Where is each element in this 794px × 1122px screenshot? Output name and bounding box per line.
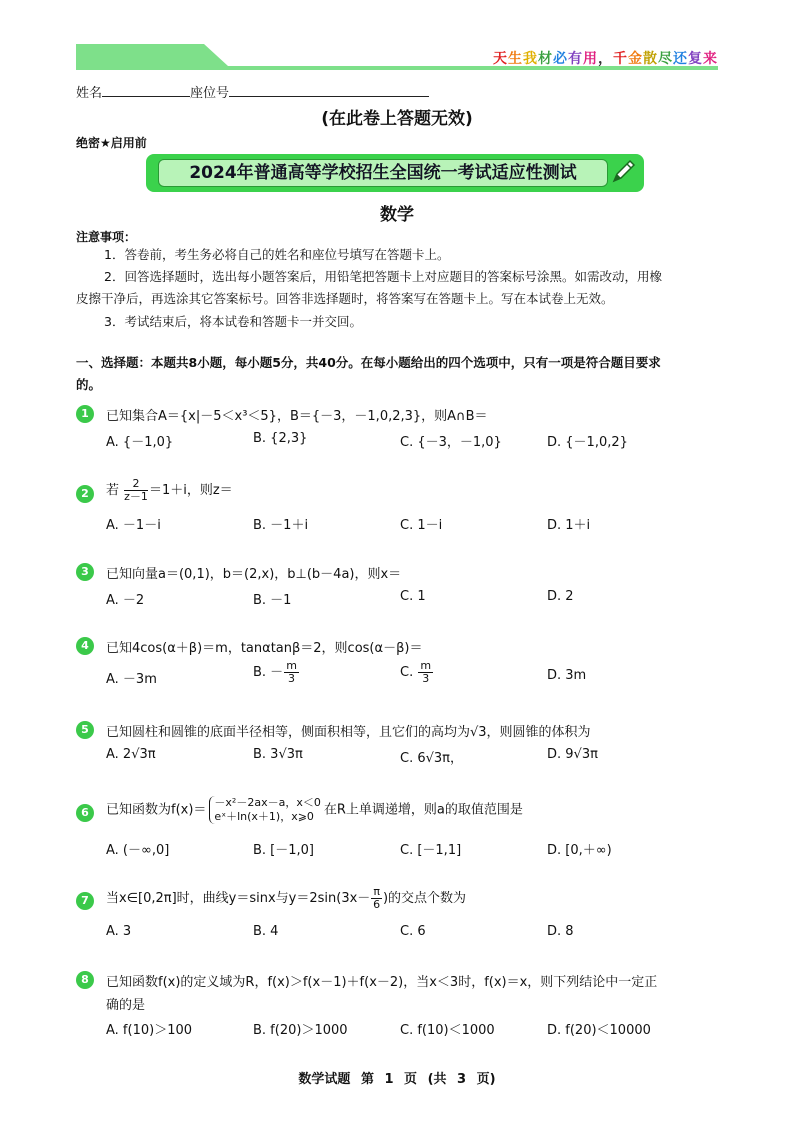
option-c [400, 660, 434, 685]
option-d: D. [0,＋∞) [547, 843, 612, 858]
section-title [76, 352, 718, 396]
invalid-note: (在此卷上答题无效) [321, 109, 473, 129]
slogan-char: 必 [553, 51, 568, 67]
fraction [371, 886, 382, 911]
stem-post: ＝1＋i，则z＝ [148, 483, 233, 498]
fraction [418, 660, 433, 685]
name-blank[interactable] [102, 84, 190, 97]
option-a: A. 3 [106, 924, 132, 939]
option-d: D. 3m [547, 668, 587, 683]
stem-post: 在R上单调递增，则a的取值范围是 [323, 802, 523, 818]
option-c: C. 6 [400, 924, 426, 939]
option-a: A. －3m [106, 672, 157, 687]
slogan-char: 材 [538, 51, 553, 67]
option-c: C. 1 [400, 589, 426, 604]
option-b: B. 3√3π [253, 747, 303, 762]
fraction-numerator: m [286, 659, 297, 672]
slogan-char: 我 [523, 51, 538, 67]
option-b: B. [－1,0] [253, 843, 315, 858]
section-title-line2: 的。 [76, 377, 102, 392]
option-a: A. f(10)＞100 [106, 1023, 193, 1038]
question-number: 3 [76, 563, 94, 581]
option-a: A. {－1,0} [106, 435, 174, 450]
subject-title: 数学 [380, 205, 414, 225]
question-number: 4 [76, 637, 94, 655]
fraction-denominator: 6 [373, 898, 381, 911]
fraction [284, 660, 299, 685]
seat-label: 座位号 [190, 86, 230, 101]
option-b: B. －1＋i [253, 518, 309, 533]
question-number: 7 [76, 892, 94, 910]
fraction-numerator: m [420, 659, 432, 672]
option-c-label: C. [400, 665, 414, 680]
stem-pre: 已知函数为f(x)＝ [106, 802, 207, 818]
option-a: A. 2√3π [106, 747, 156, 762]
piecewise-case-1: －x²－2ax－a，x＜0 [214, 796, 321, 809]
title-banner [146, 154, 644, 192]
stem-pre: 若 [106, 483, 120, 498]
question-number: 6 [76, 804, 94, 822]
question-stem [106, 796, 523, 824]
notice-title: 注意事项： [76, 230, 137, 244]
slogan-char: 尽 [658, 51, 673, 67]
question-number: 8 [76, 971, 94, 989]
exam-title: 2024年普通高等学校招生全国统一考试适应性测试 [158, 159, 608, 187]
question-stem [106, 478, 233, 503]
slogan-char: 散 [643, 51, 658, 67]
page-footer: 数学试题 第 1 页 (共 3 页) [298, 1072, 496, 1087]
slogan-char: 还 [673, 51, 688, 67]
section-title-line1: 一、选择题：本题共8小题，每小题5分，共40分。在每小题给出的四个选项中，只有一项是符合题目要求 [76, 355, 661, 370]
fraction-numerator: 2 [124, 478, 148, 491]
option-d: D. 8 [547, 924, 574, 939]
slogan [493, 48, 718, 68]
option-c: C. 6√3π， [400, 751, 463, 766]
slogan-char: 天 [493, 51, 508, 67]
option-d: D. 1＋i [547, 518, 591, 533]
slogan-char: 金 [628, 51, 643, 67]
option-b: B. {2,3} [253, 431, 308, 446]
question-stem: 已知集合A＝{x|－5＜x³＜5}，B＝{－3，－1,0,2,3}，则A∩B＝ [106, 409, 488, 424]
option-b: B. f(20)＞1000 [253, 1023, 348, 1038]
option-b: B. 4 [253, 924, 279, 939]
option-d: D. {－1,0,2} [547, 435, 628, 450]
seat-blank[interactable] [229, 84, 429, 97]
fraction-denominator: 3 [288, 672, 296, 685]
option-a: A. －1－i [106, 518, 161, 533]
slogan-char: 生 [508, 51, 523, 67]
question-stem: 已知圆柱和圆锥的底面半径相等，侧面积相等，且它们的高均为√3，则圆锥的体积为 [106, 725, 591, 740]
option-b: B. －1 [253, 593, 292, 608]
fraction [124, 478, 148, 503]
notice-item-3: 3．考试结束后，将本试卷和答题卡一并交回。 [104, 314, 362, 329]
piecewise-brace [209, 796, 320, 824]
slogan-char: 用 [583, 51, 598, 67]
notice-item-2-cont: 皮擦干净后，再选涂其它答案标号。回答非选择题时，将答案写在答题卡上。写在本试卷上无效。 [76, 291, 614, 306]
option-d: D. 9√3π [547, 747, 598, 762]
option-d: D. f(20)＜10000 [547, 1023, 651, 1038]
option-a: A. (－∞,0] [106, 843, 170, 858]
name-label: 姓名 [76, 86, 103, 101]
secret-label: 绝密★启用前 [76, 136, 147, 150]
fraction-denominator: 3 [422, 672, 430, 685]
slogan-char: 复 [688, 51, 703, 67]
option-b-label: B. － [253, 665, 284, 680]
question-number: 5 [76, 721, 94, 739]
option-c: C. {－3，－1,0} [400, 435, 502, 450]
notice-item-1: 1．答卷前，考生务必将自己的姓名和座位号填写在答题卡上。 [104, 247, 450, 262]
option-b [253, 660, 300, 685]
fraction-denominator: z－1 [124, 490, 148, 503]
slogan-char: 千 [613, 51, 628, 67]
option-c: C. 1－i [400, 518, 443, 533]
stem-pre: 当x∈[0,2π]时，曲线y＝sinx与y＝2sin [106, 891, 337, 906]
pencil-icon [608, 157, 638, 187]
question-stem: 已知向量a＝(0,1)，b＝(2,x)，b⊥(b－4a)，则x＝ [106, 567, 402, 582]
piecewise-case-2: eˣ＋ln(x＋1)，x⩾0 [214, 810, 314, 823]
option-d: D. 2 [547, 589, 574, 604]
question-number: 1 [76, 405, 94, 423]
stem-post: )的交点个数为 [382, 891, 467, 906]
slogan-char: 来 [703, 51, 718, 67]
notice-item-2: 2．回答选择题时，选出每小题答案后，用铅笔把答题卡上对应题目的答案标号涂黑。如需改动，用橡 [104, 269, 662, 284]
option-c: C. [－1,1] [400, 843, 462, 858]
option-a: A. －2 [106, 593, 145, 608]
question-stem: 已知函数f(x)的定义域为R，f(x)＞f(x－1)＋f(x－2)，当x＜3时，f(x)＝x，则下列结论中一定正 [106, 975, 658, 990]
fraction-numerator: π [373, 885, 380, 898]
question-stem-cont: 确的是 [106, 998, 146, 1013]
stem-mid: (3x－ [336, 891, 371, 906]
question-stem: 已知4cos(α＋β)＝m，tanαtanβ＝2，则cos(α－β)＝ [106, 641, 423, 656]
option-c: C. f(10)＜1000 [400, 1023, 495, 1038]
slogan-char: 有 [568, 51, 583, 67]
name-seat-line [76, 82, 429, 101]
question-stem [106, 886, 466, 911]
slogan-char: ， [598, 51, 613, 67]
question-number: 2 [76, 485, 94, 503]
